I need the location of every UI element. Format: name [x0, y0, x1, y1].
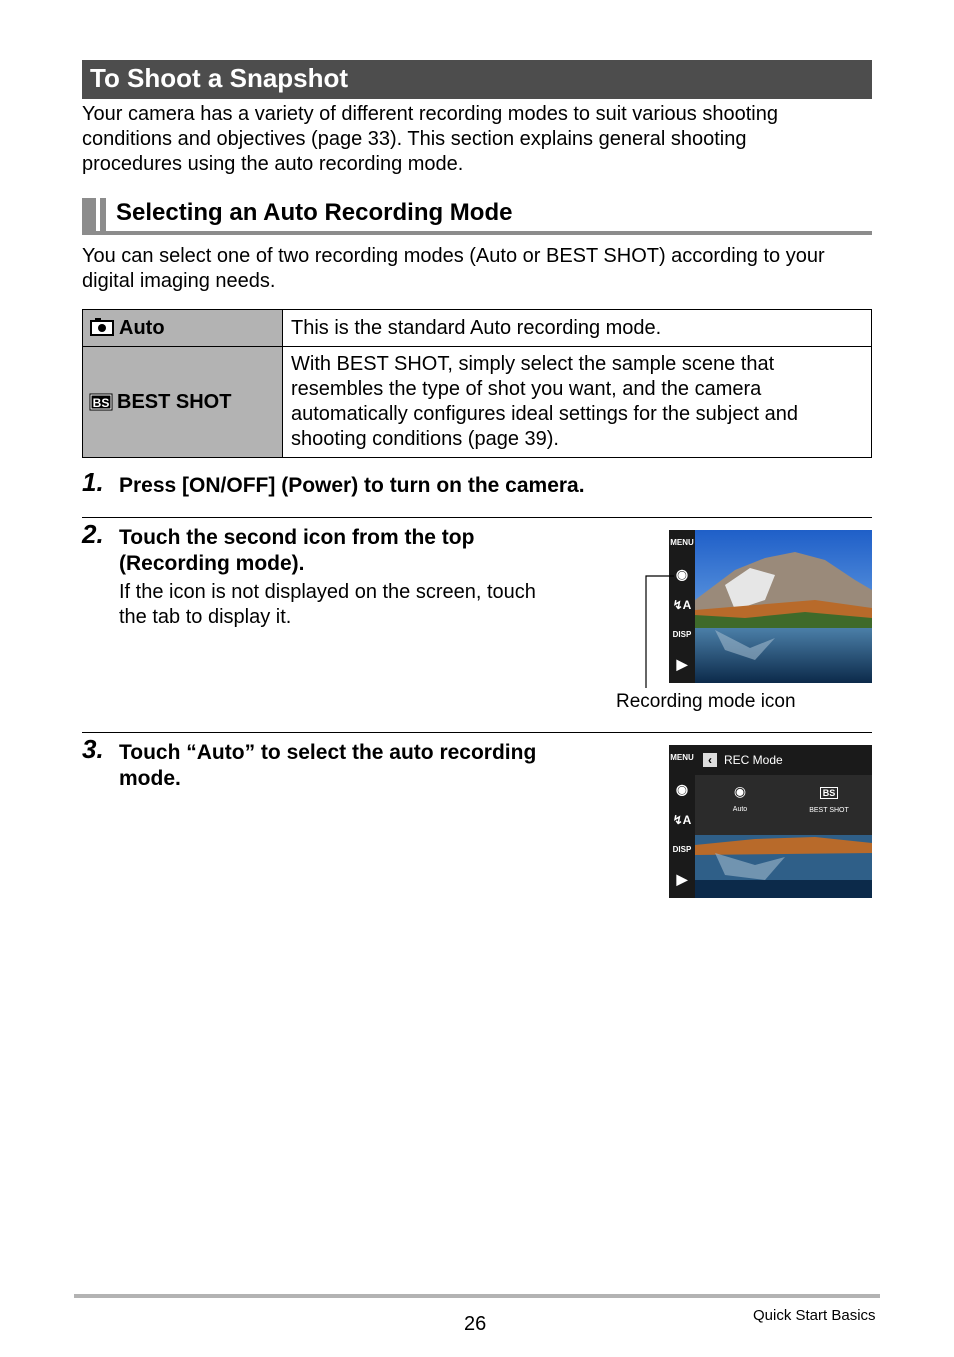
camera-icon	[89, 317, 115, 337]
page-title: To Shoot a Snapshot	[90, 63, 349, 93]
disp-button[interactable]: DISP	[672, 630, 692, 639]
step-number: 3.	[82, 734, 104, 764]
desc-line: shooting conditions (page 39).	[291, 428, 559, 450]
desc-line: resembles the type of shot you want, and the camera	[291, 378, 762, 400]
back-icon[interactable]: ‹	[703, 753, 717, 767]
page-title-bar	[82, 60, 872, 99]
flash-icon[interactable]: ↯A	[672, 598, 692, 612]
image-caption: Recording mode icon	[616, 691, 796, 712]
recording-mode-icon[interactable]: ◉	[675, 566, 689, 582]
step-title	[119, 525, 474, 577]
bs-icon	[89, 393, 113, 411]
landscape-photo	[695, 530, 872, 683]
note-line: the tab to display it.	[119, 606, 292, 628]
table-row	[83, 310, 872, 347]
intro-line: procedures using the auto recording mode.	[82, 153, 464, 175]
note-line: If the icon is not displayed on the screen, touch	[119, 581, 536, 603]
footer-rule	[74, 1294, 880, 1298]
menu-button[interactable]: MENU	[670, 753, 694, 762]
step-title-line: Touch “Auto” to select the auto recording	[119, 741, 537, 764]
section-text	[82, 244, 825, 294]
divider	[82, 517, 872, 518]
page-number: 26	[464, 1313, 487, 1335]
intro-line: Your camera has a variety of different recording modes to suit various shooting	[82, 103, 778, 125]
bestshot-option-label: BEST SHOT	[809, 807, 849, 814]
section-heading	[82, 197, 872, 236]
bs-icon: BS	[820, 787, 839, 799]
divider	[82, 732, 872, 733]
rec-mode-title: REC Mode	[724, 753, 783, 767]
step-title-line: Touch the second icon from the top	[119, 526, 475, 549]
side-menu	[669, 745, 695, 898]
mode-desc	[283, 310, 872, 347]
step-number: 2.	[82, 519, 104, 549]
flash-icon[interactable]: ↯A	[672, 813, 692, 827]
section-heading-text: Selecting an Auto Recording Mode	[116, 199, 513, 226]
menu-button[interactable]: MENU	[670, 538, 694, 547]
playback-icon[interactable]: ▶	[676, 871, 688, 887]
mode-auto-cell	[83, 310, 283, 347]
disp-button[interactable]: DISP	[672, 845, 692, 854]
step-number: 1.	[82, 467, 104, 497]
bestshot-option[interactable]	[807, 783, 851, 814]
step-title	[119, 740, 536, 792]
mode-bestshot-cell	[83, 347, 283, 458]
intro-line: conditions and objectives (page 33). This section explains general shooting	[82, 128, 747, 150]
table-row	[83, 347, 872, 458]
rec-mode-screen-illustration	[669, 745, 872, 898]
mode-desc	[283, 347, 872, 458]
desc-line: This is the standard Auto recording mode.	[291, 316, 662, 339]
footer-section: Quick Start Basics	[753, 1307, 876, 1324]
modes-table	[82, 309, 872, 458]
desc-line: automatically configures ideal settings for the subject and	[291, 403, 798, 425]
step-title-line: mode.	[119, 767, 181, 790]
auto-option-label: Auto	[732, 806, 748, 813]
camera-screen-illustration	[669, 530, 872, 683]
section-line: digital imaging needs.	[82, 270, 276, 292]
svg-text:BS: BS	[92, 395, 110, 410]
auto-option[interactable]	[727, 783, 753, 813]
callout-line	[640, 570, 680, 690]
recording-mode-icon[interactable]: ◉	[675, 781, 689, 797]
mode-label: Auto	[119, 316, 165, 339]
step-note	[119, 580, 536, 630]
landscape-photo	[695, 835, 872, 898]
playback-icon[interactable]: ▶	[676, 656, 688, 672]
step-title: Press [ON/OFF] (Power) to turn on the camera.	[119, 474, 585, 497]
step-title-line: (Recording mode).	[119, 552, 305, 575]
intro-text	[82, 102, 778, 177]
camera-icon: ◉	[733, 783, 747, 799]
mode-label: BEST SHOT	[117, 390, 232, 413]
section-line: You can select one of two recording modes (Auto or BEST SHOT) according to your	[82, 245, 825, 267]
desc-line: With BEST SHOT, simply select the sample scene that	[291, 353, 775, 375]
rec-mode-header	[695, 745, 872, 775]
